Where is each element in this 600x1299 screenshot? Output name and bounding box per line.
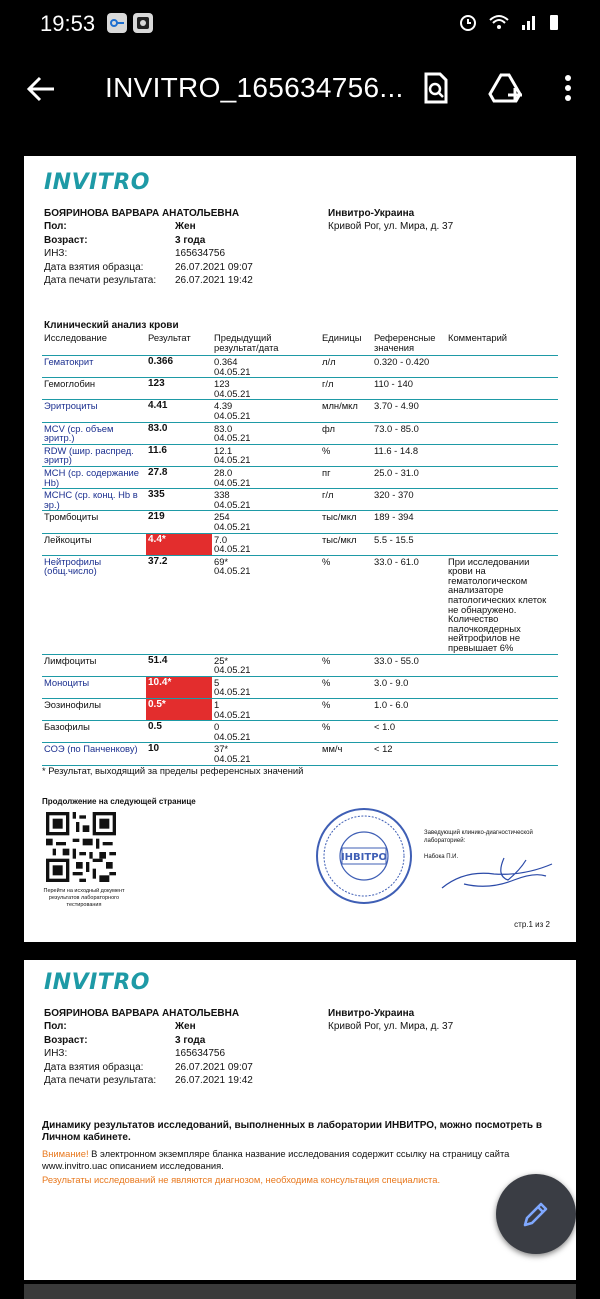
- test-name[interactable]: MCHC (ср. конц. Hb в эр.): [42, 489, 146, 511]
- analysis-title: Клинический анализ крови: [44, 320, 179, 331]
- field-value: Жен: [175, 1021, 196, 1033]
- add-to-drive-icon[interactable]: [488, 70, 524, 106]
- result-value: 37.2: [146, 555, 212, 654]
- table-row: [42, 721, 558, 743]
- unit: мм/ч: [320, 743, 372, 765]
- previous-date: 04.05.21: [214, 565, 251, 577]
- field-label: Возраст:: [44, 1034, 88, 1046]
- reference-range: 33.0 - 55.0: [372, 654, 446, 676]
- continued-note: Продолжение на следующей странице: [42, 797, 196, 806]
- back-arrow-icon[interactable]: [24, 72, 58, 106]
- comment: [446, 699, 558, 721]
- result-value: 27.8: [146, 466, 212, 488]
- invitro-logo: INVITRO: [44, 170, 150, 195]
- field-value: 165634756: [175, 248, 226, 260]
- reference-range: 25.0 - 31.0: [372, 466, 446, 488]
- col-header: Исследование: [42, 332, 146, 356]
- col-header: Единицы: [320, 332, 372, 356]
- unit: тыс/мкл: [320, 511, 372, 533]
- previous-result: [212, 721, 320, 743]
- patient-info: [44, 1007, 253, 1087]
- result-value: 0.5*: [146, 699, 212, 721]
- previous-value: 0: [214, 721, 220, 733]
- comment: [446, 400, 558, 422]
- table-row: [42, 466, 558, 488]
- previous-value: 83.0: [214, 422, 233, 434]
- table-row: [42, 378, 558, 400]
- col-header: Комментарий: [446, 332, 558, 356]
- attention-note: [42, 1148, 542, 1171]
- table-row: [42, 654, 558, 676]
- document-title: INVITRO_165634756...: [105, 72, 404, 103]
- table-header: [42, 332, 558, 356]
- previous-result: [212, 555, 320, 654]
- document-page-1: [24, 156, 576, 942]
- previous-result: [212, 466, 320, 488]
- previous-value: 7.0: [214, 533, 228, 545]
- lab-name: Инвитро-Украина: [328, 208, 415, 219]
- pencil-icon: [520, 1198, 552, 1230]
- comment: [446, 444, 558, 466]
- lab-stamp: [314, 806, 414, 906]
- vpn-key-icon: [107, 13, 127, 33]
- field-value: 26.07.2021 19:42: [175, 275, 253, 287]
- disclaimer: Результаты исследований не являются диагнозом, необходима консультация специалиста.: [42, 1174, 441, 1185]
- unit: г/л: [320, 489, 372, 511]
- comment: [446, 378, 558, 400]
- field-value: 26.07.2021 09:07: [175, 261, 253, 273]
- field-value: 26.07.2021 19:42: [175, 1075, 253, 1087]
- result-value: 0.366: [146, 356, 212, 378]
- previous-value: 37*: [214, 743, 229, 755]
- app-bar: [0, 58, 600, 122]
- previous-value: 28.0: [214, 466, 233, 478]
- previous-result: [212, 676, 320, 698]
- test-name[interactable]: Тромбоциты: [42, 511, 146, 533]
- test-name[interactable]: RDW (шир. распред. эритр): [42, 444, 146, 466]
- previous-value: 0.364: [214, 356, 238, 367]
- previous-date: 04.05.21: [214, 752, 251, 764]
- status-bar: [0, 0, 600, 48]
- field-label: Дата печати результата:: [44, 1075, 157, 1087]
- table-row: [42, 511, 558, 533]
- previous-result: [212, 533, 320, 555]
- reference-range: 0.320 - 0.420: [372, 356, 446, 378]
- test-name[interactable]: Гемоглобин: [42, 378, 146, 400]
- unit: %: [320, 654, 372, 676]
- previous-result: [212, 378, 320, 400]
- previous-date: 04.05.21: [214, 409, 251, 421]
- battery-icon: [548, 12, 560, 37]
- comment: [446, 743, 558, 765]
- bottom-bar: [24, 1284, 576, 1299]
- previous-result: [212, 511, 320, 533]
- qr-code[interactable]: [46, 812, 116, 882]
- previous-date: 04.05.21: [214, 498, 251, 510]
- unit: пг: [320, 466, 372, 488]
- qr-caption: Перейти на исходный документ результатов лабораторного тестирования: [43, 888, 125, 908]
- status-time: 19:53: [40, 11, 96, 36]
- table-row: [42, 489, 558, 511]
- patient-info: [44, 207, 253, 287]
- dynamics-note: Динамику результатов исследований, выполненных в лаборатории ИНВИТРО, можно посмотреть в Личном кабинете.: [42, 1120, 542, 1143]
- field-value: 3 года: [175, 1034, 206, 1046]
- col-header: Результат: [146, 332, 212, 356]
- test-name[interactable]: Базофилы: [42, 721, 146, 743]
- patient-name: БОЯРИНОВА ВАРВАРА АНАТОЛЬЕВНА: [44, 1008, 240, 1019]
- table-row: [42, 400, 558, 422]
- previous-value: 338: [214, 489, 230, 501]
- test-name[interactable]: СОЭ (по Панченкову): [42, 743, 146, 765]
- more-options-icon[interactable]: [552, 70, 588, 106]
- test-name[interactable]: Гематокрит: [42, 356, 146, 378]
- unit: %: [320, 555, 372, 654]
- previous-date: 04.05.21: [214, 730, 251, 742]
- result-value: 83.0: [146, 422, 212, 444]
- reference-range: < 12: [372, 743, 446, 765]
- reference-range: 189 - 394: [372, 511, 446, 533]
- col-header: Предыдущий результат/дата: [212, 332, 320, 356]
- previous-result: [212, 422, 320, 444]
- reference-range: 320 - 370: [372, 489, 446, 511]
- footnote: * Результат, выходящий за пределы референсных значений: [42, 765, 304, 776]
- result-value: 10.4*: [146, 676, 212, 698]
- unit: %: [320, 444, 372, 466]
- previous-value: 4.39: [214, 400, 233, 412]
- field-label: Дата взятия образца:: [44, 1061, 144, 1073]
- table-row: [42, 699, 558, 721]
- previous-value: 1: [214, 699, 220, 710]
- previous-result: [212, 356, 320, 378]
- previous-value: 25*: [214, 654, 229, 666]
- invitro-logo: INVITRO: [44, 970, 150, 995]
- previous-result: [212, 444, 320, 466]
- field-label: Пол:: [44, 1021, 67, 1033]
- test-name[interactable]: Моноциты: [42, 676, 146, 698]
- test-name[interactable]: Эритроциты: [42, 400, 146, 422]
- unit: фл: [320, 422, 372, 444]
- previous-date: 04.05.21: [214, 454, 251, 466]
- comment: [446, 654, 558, 676]
- patient-name: БОЯРИНОВА ВАРВАРА АНАТОЛЬЕВНА: [44, 208, 240, 219]
- previous-date: 04.05.21: [214, 476, 251, 488]
- test-name[interactable]: Нейтрофилы (общ.число): [42, 555, 146, 654]
- table-row: [42, 676, 558, 698]
- previous-value: 5: [214, 676, 220, 688]
- lab-name: Инвитро-Украина: [328, 1008, 415, 1019]
- unit: %: [320, 699, 372, 721]
- svg-text:ІНВІТРО: ІНВІТРО: [340, 852, 388, 863]
- reference-range: 3.0 - 9.0: [372, 676, 446, 698]
- search-document-icon[interactable]: [418, 70, 454, 106]
- field-label: Дата печати результата:: [44, 275, 157, 287]
- result-value: 4.41: [146, 400, 212, 422]
- table-row: [42, 533, 558, 555]
- table-row: [42, 356, 558, 378]
- previous-result: [212, 654, 320, 676]
- comment: [446, 511, 558, 533]
- unit: млн/мкл: [320, 400, 372, 422]
- previous-result: [212, 699, 320, 721]
- screenshot-icon: [133, 13, 153, 33]
- previous-value: 254: [214, 511, 230, 523]
- attention-word: Внимание!: [42, 1148, 89, 1159]
- previous-date: 04.05.21: [214, 686, 251, 698]
- field-label: Возраст:: [44, 234, 88, 246]
- reference-range: 5.5 - 15.5: [372, 533, 446, 555]
- field-value: 26.07.2021 09:07: [175, 1061, 253, 1073]
- reference-range: 33.0 - 61.0: [372, 555, 446, 654]
- previous-date: 04.05.21: [214, 543, 251, 555]
- table-row: [42, 444, 558, 466]
- document-page-2: [24, 960, 576, 1280]
- test-name[interactable]: MCH (ср. содержание Hb): [42, 466, 146, 488]
- field-label: Пол:: [44, 221, 67, 233]
- previous-value: 69*: [214, 555, 229, 567]
- comment: [446, 489, 558, 511]
- previous-result: [212, 489, 320, 511]
- reference-range: 11.6 - 14.8: [372, 444, 446, 466]
- status-right-icons: [458, 12, 560, 37]
- col-header: Референсные значения: [372, 332, 446, 356]
- alarm-icon: [458, 12, 478, 37]
- unit: %: [320, 676, 372, 698]
- test-name[interactable]: MCV (ср. объем эритр.): [42, 422, 146, 444]
- page-number: стр.1 из 2: [514, 920, 550, 929]
- reference-range: 73.0 - 85.0: [372, 422, 446, 444]
- table-row: [42, 555, 558, 654]
- results-table: [42, 332, 558, 766]
- reference-range: 3.70 - 4.90: [372, 400, 446, 422]
- result-value: 10: [146, 743, 212, 765]
- previous-date: 04.05.21: [214, 708, 251, 720]
- reference-range: 110 - 140: [372, 378, 446, 400]
- field-value: Жен: [175, 221, 196, 233]
- previous-date: 04.05.21: [214, 520, 251, 532]
- lab-info: [328, 1007, 453, 1034]
- lab-address: Кривой Рог, ул. Мира, д. 37: [328, 1021, 454, 1033]
- comment: [446, 422, 558, 444]
- reference-range: 1.0 - 6.0: [372, 699, 446, 721]
- comment: [446, 356, 558, 378]
- result-value: 11.6: [146, 444, 212, 466]
- previous-date: 04.05.21: [214, 432, 251, 444]
- table-row: [42, 422, 558, 444]
- comment: При исследовании крови на гематологическом анализаторе патологических клеток не обнаружено. Количество палочкоядерных нейтрофилов не превышает 6%: [446, 555, 558, 654]
- unit: %: [320, 721, 372, 743]
- field-value: 3 года: [175, 234, 206, 246]
- unit: тыс/мкл: [320, 533, 372, 555]
- unit: г/л: [320, 378, 372, 400]
- result-value: 123: [146, 378, 212, 400]
- wifi-icon: [488, 12, 510, 37]
- previous-value: 12.1: [214, 444, 233, 456]
- test-name[interactable]: Эозинофилы: [42, 699, 146, 721]
- field-label: ИНЗ:: [44, 248, 68, 260]
- result-value: 4.4*: [146, 533, 212, 555]
- head-title: Заведующий клинико-диагностической лабораторией:: [424, 830, 533, 844]
- lab-address: Кривой Рог, ул. Мира, д. 37: [328, 221, 454, 233]
- field-label: ИНЗ:: [44, 1048, 68, 1060]
- previous-result: [212, 400, 320, 422]
- previous-result: [212, 743, 320, 765]
- previous-value: 123: [214, 378, 230, 390]
- unit: л/л: [320, 356, 372, 378]
- field-value: 165634756: [175, 1048, 226, 1060]
- result-value: 335: [146, 489, 212, 511]
- field-label: Дата взятия образца:: [44, 261, 144, 273]
- head-name: Набока П.И.: [424, 854, 459, 860]
- edit-button[interactable]: [496, 1174, 576, 1254]
- signal-icon: [520, 12, 538, 37]
- previous-date: 04.05.21: [214, 664, 251, 676]
- previous-date: 04.05.21: [214, 365, 251, 377]
- signature: [434, 850, 564, 896]
- test-name[interactable]: Лейкоциты: [42, 533, 146, 555]
- result-value: 51.4: [146, 654, 212, 676]
- table-row: [42, 743, 558, 765]
- comment: [446, 466, 558, 488]
- comment: [446, 721, 558, 743]
- comment: [446, 533, 558, 555]
- comment: [446, 676, 558, 698]
- reference-range: < 1.0: [372, 721, 446, 743]
- lab-info: [328, 207, 453, 234]
- result-value: 219: [146, 511, 212, 533]
- attention-text: В электронном экземпляре бланка название исследования содержит ссылку на страницу сайта www.invitro.uac описанием исследования.: [42, 1148, 510, 1171]
- previous-date: 04.05.21: [214, 387, 251, 399]
- test-name[interactable]: Лимфоциты: [42, 654, 146, 676]
- result-value: 0.5: [146, 721, 212, 743]
